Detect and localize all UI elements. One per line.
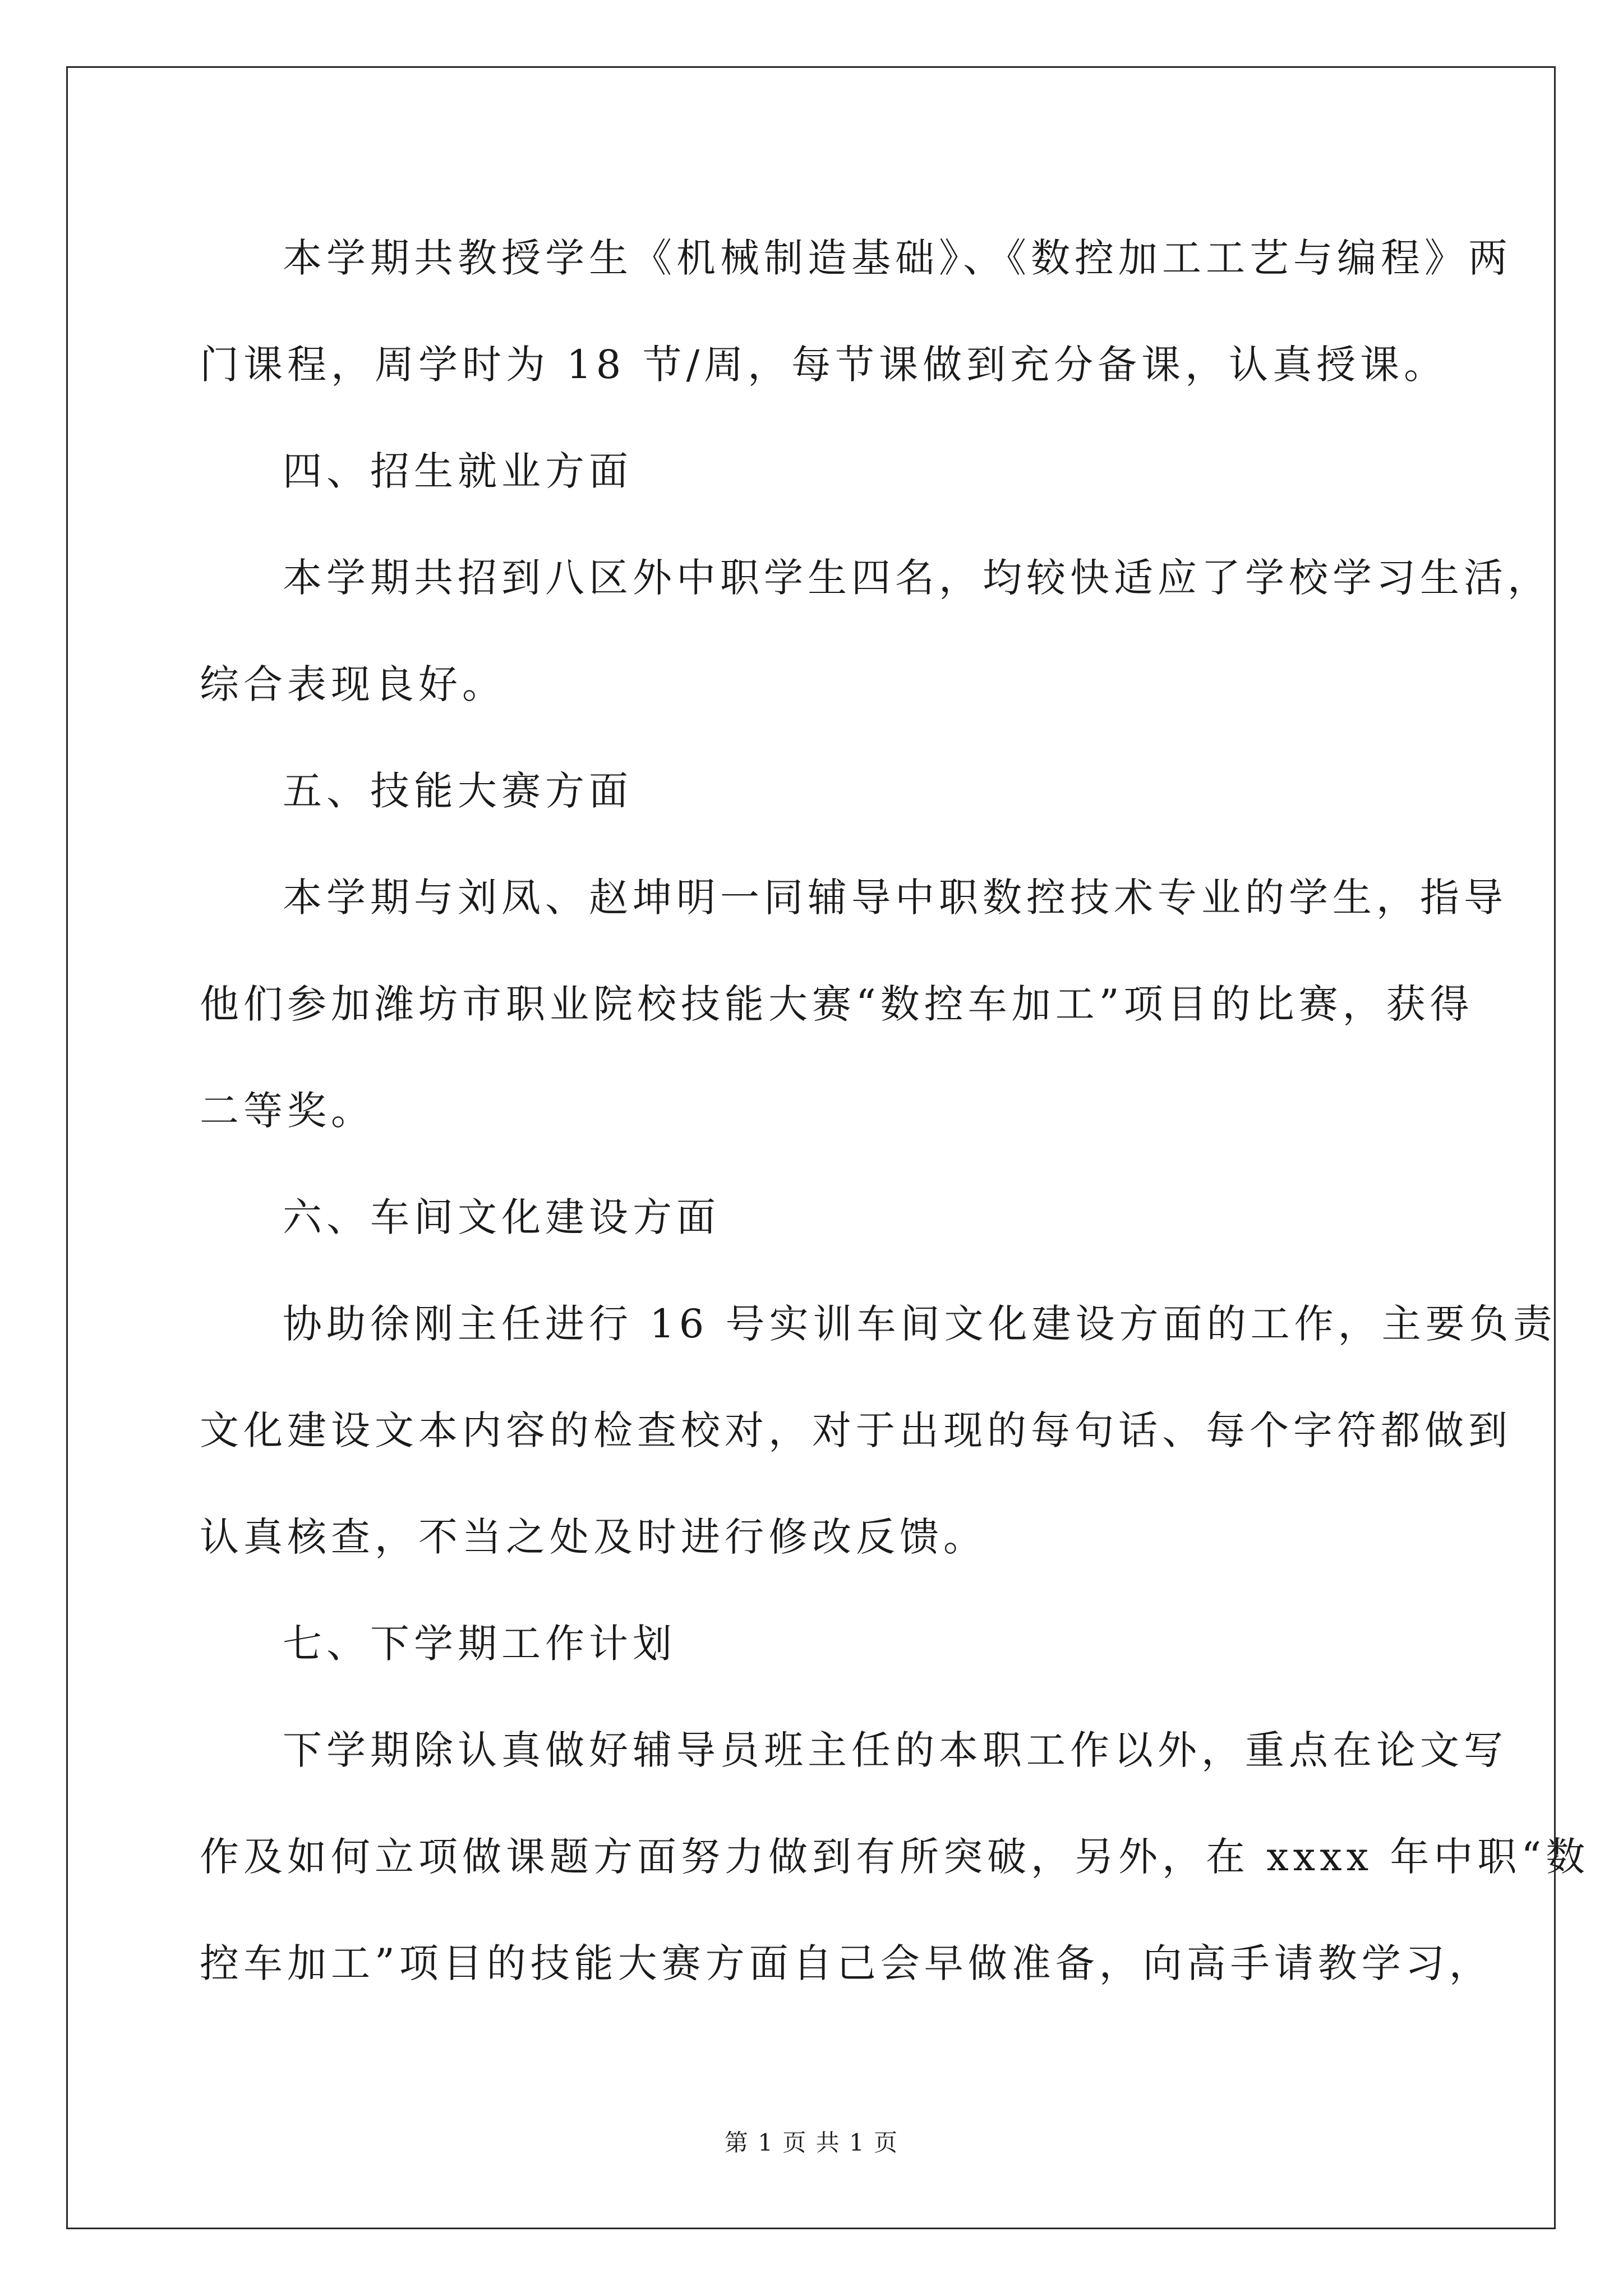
text-line: 下学期除认真做好辅导员班主任的本职工作以外，重点在论文写	[283, 1727, 1507, 1773]
page-footer: 第 1 页 共 1 页	[724, 2129, 899, 2156]
text-line: 本学期共招到八区外中职学生四名，均较快适应了学校学习生活，	[283, 555, 1551, 601]
text-line: 认真核查，不当之处及时进行修改反馈。	[200, 1514, 987, 1560]
text-line: 本学期共教授学生《机械制造基础》、《数控加工工艺与编程》两	[283, 235, 1512, 281]
section-heading: 四、招生就业方面	[283, 448, 633, 494]
text-line: 控车加工”项目的技能大赛方面自己会早做准备，向高手请教学习，	[200, 1940, 1493, 1986]
text-line: 综合表现良好。	[200, 661, 506, 707]
section-heading: 五、技能大赛方面	[283, 768, 633, 814]
section-heading: 七、下学期工作计划	[283, 1621, 676, 1667]
text-line: 协助徐刚主任进行 16 号实训车间文化建设方面的工作，主要负责	[283, 1301, 1557, 1347]
text-line: 二等奖。	[200, 1088, 375, 1134]
text-line: 门课程，周学时为 18 节/周，每节课做到充分备课，认真授课。	[200, 342, 1448, 388]
text-line: 本学期与刘凤、赵坤明一同辅导中职数控技术专业的学生，指导	[283, 875, 1507, 921]
section-heading: 六、车间文化建设方面	[283, 1194, 720, 1240]
text-line: 文化建设文本内容的检查校对，对于出现的每句话、每个字符都做到	[200, 1407, 1512, 1453]
text-line: 他们参加潍坊市职业院校技能大赛“数控车加工”项目的比赛，获得	[200, 981, 1474, 1027]
text-line: 作及如何立项做课题方面努力做到有所突破，另外，在 xxxx 年中职“数	[200, 1834, 1590, 1880]
